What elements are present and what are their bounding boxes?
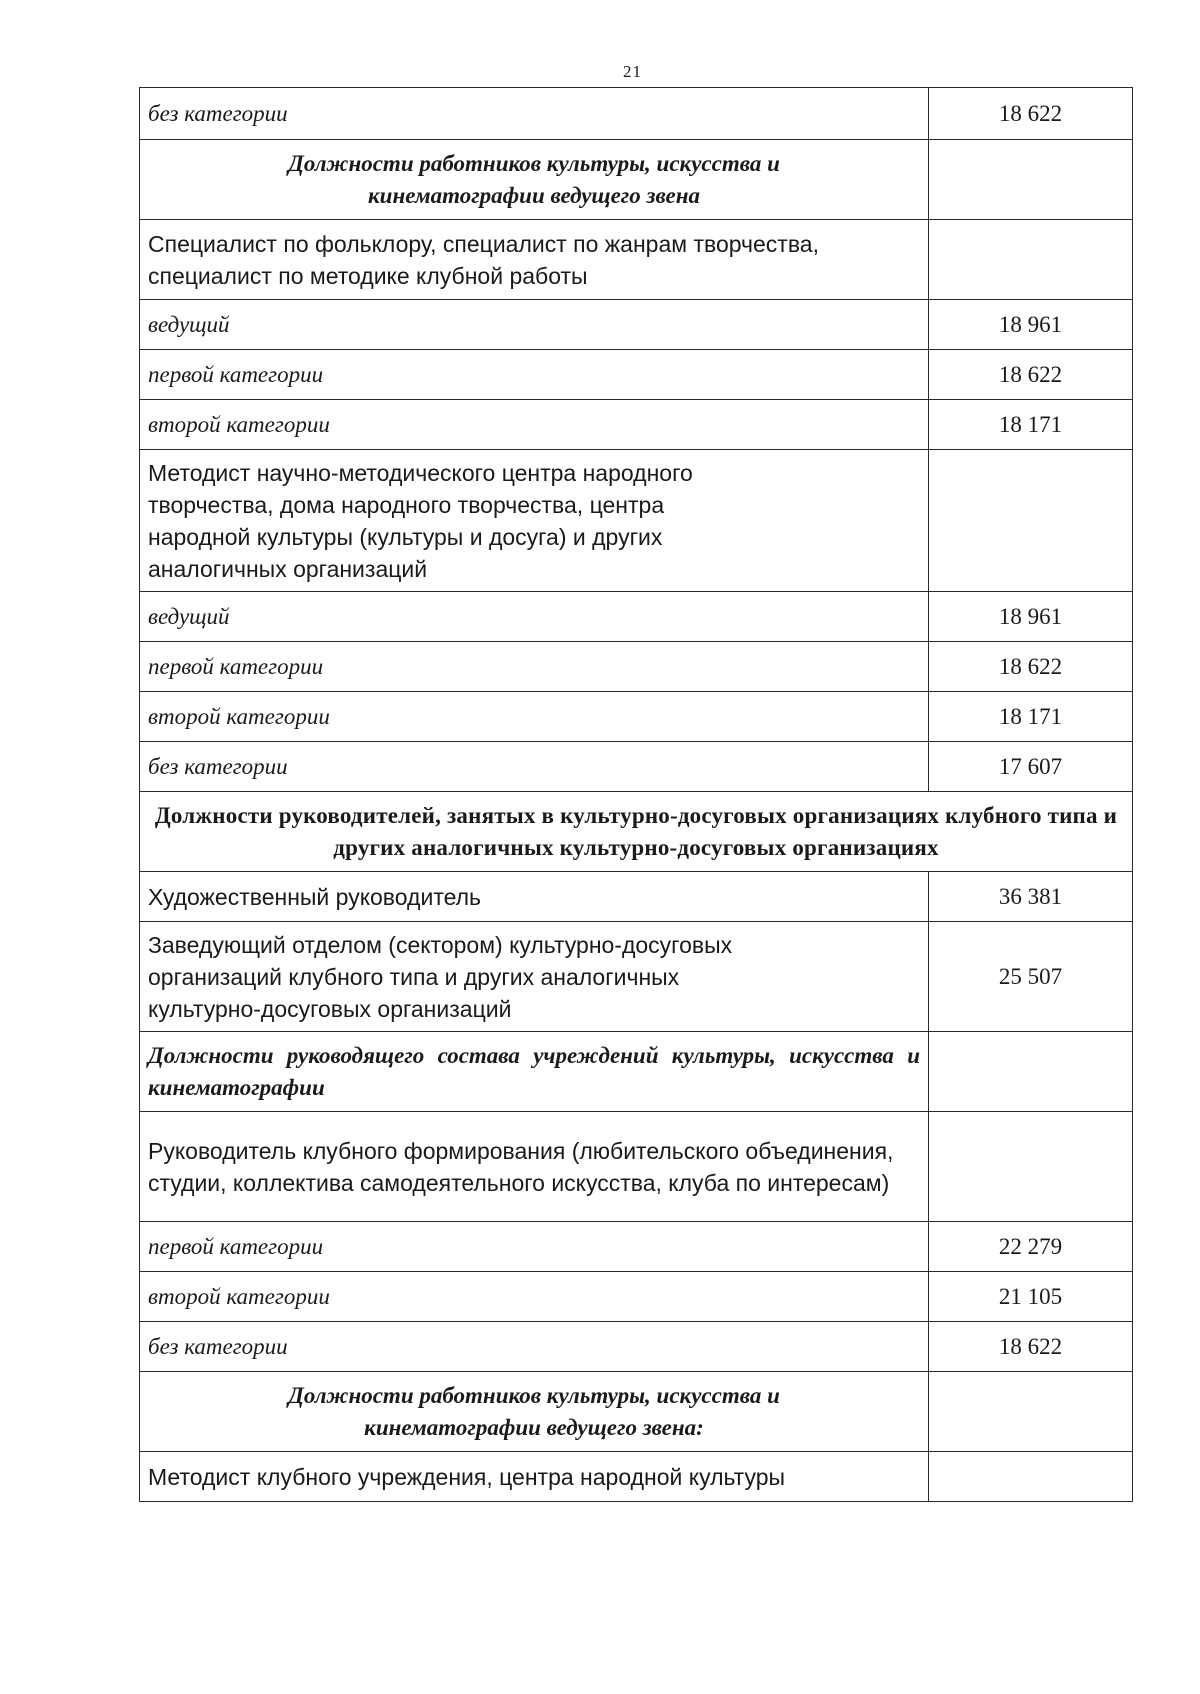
salary-value: 18 622: [929, 1322, 1133, 1372]
salary-value: [929, 1112, 1133, 1222]
position-title: Методист научно-методического центра народного творчества, дома народного творчества, центра народной культуры (культуры и досуга) и других аналогичных организаций: [140, 450, 929, 592]
salary-value: 25 507: [929, 922, 1133, 1032]
salary-table: [139, 87, 1133, 1502]
table-row: [140, 1112, 1133, 1222]
table-row: [140, 872, 1133, 922]
category-label: без категории: [140, 742, 929, 792]
category-label: ведущий: [140, 592, 929, 642]
salary-value: 18 961: [929, 300, 1133, 350]
salary-value: 18 622: [929, 88, 1133, 140]
salary-value: 18 171: [929, 692, 1133, 742]
salary-value: [929, 140, 1133, 220]
category-label: первой категории: [140, 642, 929, 692]
table-row: [140, 1322, 1133, 1372]
table-row: [140, 300, 1133, 350]
table-row: [140, 400, 1133, 450]
table-row: [140, 1452, 1133, 1502]
position-title: Заведующий отделом (сектором) культурно-досуговых организаций клубного типа и других аналогичных культурно-досуговых организаций: [140, 922, 929, 1032]
table-row: [140, 1032, 1133, 1112]
salary-value: 18 961: [929, 592, 1133, 642]
section-header: Должности работников культуры, искусства и кинематографии ведущего звена:: [140, 1372, 929, 1452]
position-title: Специалист по фольклору, специалист по жанрам творчества, специалист по методике клубной работы: [140, 220, 929, 300]
page-number: 21: [623, 62, 642, 81]
salary-value: [929, 450, 1133, 592]
table-row: [140, 350, 1133, 400]
table-row: [140, 792, 1133, 872]
table-row: [140, 1372, 1133, 1452]
salary-value: 18 171: [929, 400, 1133, 450]
table-row: [140, 220, 1133, 300]
salary-value: 21 105: [929, 1272, 1133, 1322]
table-row: [140, 140, 1133, 220]
salary-value: 18 622: [929, 642, 1133, 692]
salary-value: 18 622: [929, 350, 1133, 400]
category-label: ведущий: [140, 300, 929, 350]
table-row: [140, 922, 1133, 1032]
category-label: второй категории: [140, 1272, 929, 1322]
category-label: первой категории: [140, 350, 929, 400]
section-header: Должности руководителей, занятых в культурно-досуговых организациях клубного типа и других аналогичных культурно-досуговых организациях: [140, 792, 1133, 872]
position-title: Руководитель клубного формирования (любительского объединения, студии, коллектива самодеятельного искусства, клуба по интересам): [140, 1112, 929, 1222]
salary-value: 36 381: [929, 872, 1133, 922]
table-row: [140, 742, 1133, 792]
salary-value: [929, 1032, 1133, 1112]
salary-value: [929, 220, 1133, 300]
section-header: Должности руководящего состава учреждений культуры, искусства и кинематографии: [140, 1032, 929, 1112]
table-row: [140, 592, 1133, 642]
table-row: [140, 1272, 1133, 1322]
salary-value: [929, 1372, 1133, 1452]
salary-value: [929, 1452, 1133, 1502]
position-title: Художественный руководитель: [140, 872, 929, 922]
salary-value: 22 279: [929, 1222, 1133, 1272]
table-row: [140, 450, 1133, 592]
table-row: [140, 88, 1133, 140]
position-title: Методист клубного учреждения, центра народной культуры: [140, 1452, 929, 1502]
table-row: [140, 692, 1133, 742]
category-label: первой категории: [140, 1222, 929, 1272]
table-row: [140, 1222, 1133, 1272]
category-label: без категории: [140, 1322, 929, 1372]
category-label: второй категории: [140, 400, 929, 450]
category-label: второй категории: [140, 692, 929, 742]
category-label: без категории: [140, 88, 929, 140]
section-header: Должности работников культуры, искусства и кинематографии ведущего звена: [140, 140, 929, 220]
salary-value: 17 607: [929, 742, 1133, 792]
table-row: [140, 642, 1133, 692]
